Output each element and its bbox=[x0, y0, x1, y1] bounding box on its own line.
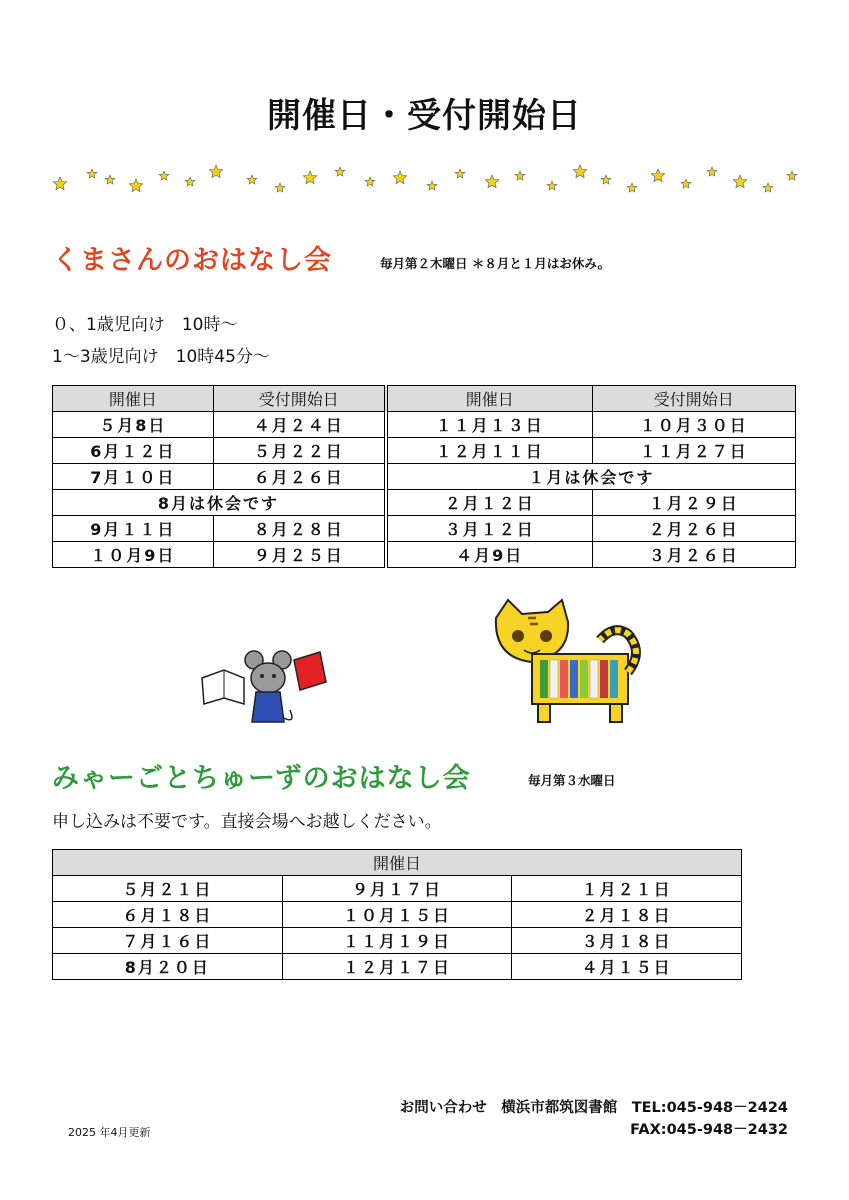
star-icon bbox=[485, 175, 498, 188]
star-icon bbox=[303, 171, 316, 184]
star-icon bbox=[547, 181, 557, 190]
table-cell: ２月１８日 bbox=[512, 902, 742, 928]
star-decoration bbox=[40, 158, 820, 198]
kuma-schedule-table bbox=[52, 385, 796, 568]
table-cell: ６月２６日 bbox=[213, 464, 386, 490]
table-cell: １０月9日 bbox=[53, 542, 214, 568]
kuma-section-title: くまさんのおはなし会 bbox=[52, 245, 332, 276]
table-cell: １月２１日 bbox=[512, 876, 742, 902]
table-cell: １１月１３日 bbox=[386, 412, 592, 438]
star-icon bbox=[601, 175, 611, 184]
table-row bbox=[53, 542, 796, 568]
table-row bbox=[53, 902, 742, 928]
star-icon bbox=[763, 183, 773, 192]
table-cell: ７月１６日 bbox=[53, 928, 283, 954]
table-cell: ５月２２日 bbox=[213, 438, 386, 464]
table-cell: 8月２０日 bbox=[53, 954, 283, 980]
table-cell: 9月１１日 bbox=[53, 516, 214, 542]
star-icon bbox=[515, 171, 525, 180]
table-row bbox=[53, 876, 742, 902]
table-cell: ３月２６日 bbox=[592, 542, 795, 568]
myago-schedule-note: 毎月第３水曜日 bbox=[528, 773, 616, 788]
star-icon bbox=[185, 177, 195, 186]
mouse-illustration bbox=[198, 648, 330, 728]
table-cell: ３月１８日 bbox=[512, 928, 742, 954]
contact-info bbox=[368, 1097, 788, 1141]
table-cell: ８月２８日 bbox=[213, 516, 386, 542]
table-cell: 7月１０日 bbox=[53, 464, 214, 490]
myago-section-title: みゃーごとちゅーずのおはなし会 bbox=[52, 763, 471, 794]
table-cell: ５月２１日 bbox=[53, 876, 283, 902]
star-icon bbox=[733, 175, 746, 188]
star-icon bbox=[247, 175, 257, 184]
table-cell: ４月１５日 bbox=[512, 954, 742, 980]
header-date: 開催日 bbox=[386, 386, 592, 412]
table-cell: 6月１２日 bbox=[53, 438, 214, 464]
star-icon bbox=[335, 167, 345, 176]
table-cell: ５月8日 bbox=[53, 412, 214, 438]
myago-schedule-table bbox=[52, 849, 742, 980]
table-row bbox=[53, 412, 796, 438]
header-date: 開催日 bbox=[53, 386, 214, 412]
star-icon bbox=[87, 169, 97, 178]
star-icon bbox=[455, 169, 465, 178]
star-icon bbox=[365, 177, 375, 186]
table-cell: １２月１１日 bbox=[386, 438, 592, 464]
table-row bbox=[53, 516, 796, 542]
header-date: 開催日 bbox=[53, 850, 742, 876]
table-cell: １０月１５日 bbox=[282, 902, 512, 928]
table-cell: １月２９日 bbox=[592, 490, 795, 516]
star-icon bbox=[427, 181, 437, 190]
table-row bbox=[53, 464, 796, 490]
table-cell: ９月１７日 bbox=[282, 876, 512, 902]
table-cell: ９月２５日 bbox=[213, 542, 386, 568]
table-cell: １１月２７日 bbox=[592, 438, 795, 464]
table-cell: ４月9日 bbox=[386, 542, 592, 568]
table-cell: １１月１９日 bbox=[282, 928, 512, 954]
star-icon bbox=[53, 177, 66, 190]
star-icon bbox=[275, 183, 285, 192]
star-icon bbox=[105, 175, 115, 184]
kuma-schedule-note: 毎月第２木曜日 ＊８月と１月はお休み。 bbox=[380, 256, 611, 271]
table-header-row bbox=[53, 850, 742, 876]
age-group-line-2: 1～3歳児向け 10時45分～ bbox=[52, 347, 270, 367]
myago-description: 申し込みは不要です。直接会場へお越しください。 bbox=[52, 812, 442, 832]
star-icon bbox=[159, 171, 169, 180]
star-icon bbox=[573, 165, 586, 178]
star-icon bbox=[209, 165, 222, 178]
age-group-line-1: ０、1歳児向け 10時～ bbox=[52, 315, 238, 335]
closed-note-cell: １月は休会です bbox=[386, 464, 796, 490]
contact-fax-line: FAX:045-948－2432 bbox=[630, 1122, 788, 1138]
table-cell: ６月１８日 bbox=[53, 902, 283, 928]
header-reception: 受付開始日 bbox=[213, 386, 386, 412]
table-cell: ３月１２日 bbox=[386, 516, 592, 542]
star-icon bbox=[129, 179, 142, 192]
table-cell: ２月１２日 bbox=[386, 490, 592, 516]
star-icon bbox=[681, 179, 691, 188]
table-cell: ４月２４日 bbox=[213, 412, 386, 438]
tiger-illustration bbox=[488, 596, 648, 726]
star-icon bbox=[651, 169, 664, 182]
star-icon bbox=[393, 171, 406, 184]
closed-note-cell: 8月は休会です bbox=[53, 490, 386, 516]
table-cell: ２月２６日 bbox=[592, 516, 795, 542]
page-title: 開催日・受付開始日 bbox=[267, 96, 582, 136]
table-row bbox=[53, 438, 796, 464]
star-icon bbox=[627, 183, 637, 192]
updated-date: 2025 年4月更新 bbox=[68, 1126, 151, 1139]
star-icon bbox=[707, 167, 717, 176]
table-cell: １０月３０日 bbox=[592, 412, 795, 438]
table-row bbox=[53, 954, 742, 980]
star-icon bbox=[787, 171, 797, 180]
table-header-row bbox=[53, 386, 796, 412]
table-row bbox=[53, 928, 742, 954]
table-cell: １２月１７日 bbox=[282, 954, 512, 980]
table-row bbox=[53, 490, 796, 516]
contact-tel-line: お問い合わせ 横浜市都筑図書館 TEL:045-948－2424 bbox=[399, 1100, 788, 1116]
header-reception: 受付開始日 bbox=[592, 386, 795, 412]
